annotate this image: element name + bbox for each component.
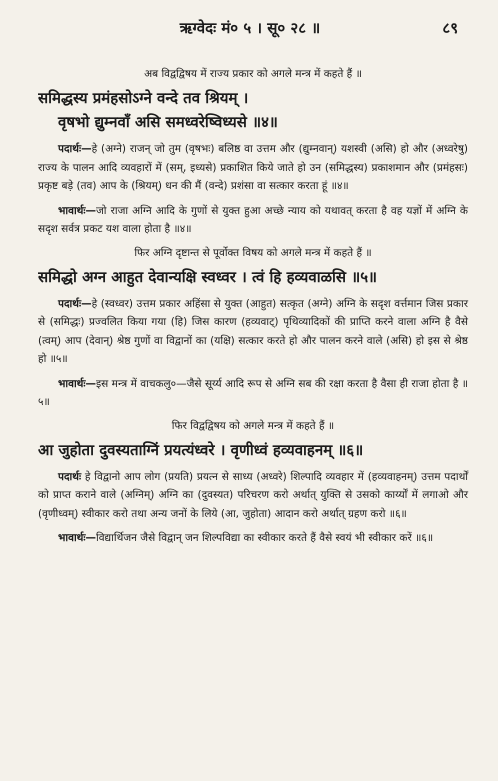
bhavartha-paragraph <box>38 375 468 412</box>
section-intro: अब विद्वद्विषय में राज्य प्रकार को अगले मन्त्र में कहते हैं ॥ <box>144 68 362 80</box>
mantra-line: समिद्धो अग्न आहुत देवान्यक्षि स्वध्वर । त्वं हि हव्यवाळसि ॥५॥ <box>38 267 378 286</box>
page-content <box>38 66 468 548</box>
bhavartha-paragraph <box>38 202 468 239</box>
padartha-label: पदार्थः— <box>58 143 92 155</box>
bhavartha-label: भावार्थः— <box>58 204 96 217</box>
page-header <box>0 18 498 44</box>
mantra-line: वृषभो द्युम्नवाँ असि समध्वरेष्विध्यसे ॥४॥ <box>58 113 278 131</box>
padartha-label: पदार्थः <box>58 470 82 483</box>
mantra-line: समिद्धस्य प्रमंहसोऽग्ने वन्दे तव श्रियम् । <box>38 89 249 107</box>
bhavartha-text: जो राजा अग्नि आदि के गुणों से युक्त हुआ अच्छे न्याय को यथावत् करता है वह यज्ञों में अग्नि के सदृश सर्वत्र प्रकट यश वाला होता है ॥४॥ <box>38 204 468 235</box>
padartha-paragraph <box>38 295 468 369</box>
padartha-text: हे विद्वानो आप लोग (प्रयति) प्रयत्न से साध्य (अध्वरे) शिल्पादि व्यवहार में (हव्यवाहनम्) उत्तम पदार्थों को प्राप्त कराने वाले (अग्निम्) अग्नि का (दुवस्यत) परिचरण करो अर्थात् युक्ति से उसको कार्य्यों में लगाओ और (वृणीध्वम्) स्वीकार करो तथा अन्य जनों के लिये (आ, जुहोता) आदान करो अर्थात् ग्रहण करो ॥६॥ <box>38 470 468 520</box>
padartha-text: हे (स्वध्वर) उत्तम प्रकार अहिंसा से युक्त (आहुत) सत्कृत (अग्ने) अग्नि के सदृश वर्त्तमान जिस प्रकार से (समिद्धः) प्रज्वलित किया गया (हि) जिस कारण (हव्यवाट्) पृथिव्यादिकों की प्राप्ति करने वाला अग्नि है वैसे (त्वम्) आप (देवान्) श्रेष्ठ गुणों वा विद्वानों का (यक्षि) सत्कार करते हो और पालन करने वाले (असि) हो इस से श्रेष्ठ हो ॥५॥ <box>38 297 468 365</box>
section-intro: फिर विद्वद्विषय को अगले मन्त्र में कहते हैं ॥ <box>171 419 335 432</box>
padartha-paragraph <box>38 140 468 196</box>
bhavartha-text: इस मन्त्र में वाचकलु०—जैसे सूर्य्य आदि रूप से अग्नि सब की रक्षा करता है वैसा ही राजा होता है ॥५॥ <box>38 377 468 408</box>
mantra-section-6 <box>38 418 468 548</box>
bhavartha-label: भावार्थः— <box>58 377 96 390</box>
mantra-section-4 <box>38 66 468 239</box>
page-number: ८९ <box>442 19 458 37</box>
mantra-line: आ जुहोता दुवस्यताग्निं प्रयत्यंध्वरे । वृणीध्वं हव्यवाहनम् ॥६॥ <box>38 440 364 459</box>
section-intro: फिर अग्नि दृष्टान्त से पूर्वोक्त विषय को अगले मन्त्र में कहते हैं ॥ <box>134 246 372 259</box>
running-head: ऋग्वेदः मं० ५ । सू० २८ ॥ <box>179 19 321 37</box>
mantra-section-5 <box>38 245 468 412</box>
padartha-label: पदार्थः— <box>58 297 92 310</box>
padartha-paragraph <box>38 468 468 524</box>
bhavartha-label: भावार्थः— <box>58 532 96 544</box>
bhavartha-text: विद्यार्थिजन जैसे विद्वान् जन शिल्पविद्या का स्वीकार करते हैं वैसे स्वयं भी स्वीकार करें ॥६॥ <box>96 532 434 544</box>
bhavartha-paragraph <box>38 529 468 548</box>
padartha-text: हे (अग्ने) राजन् जो तुम (वृषभः) बलिष्ठ वा उत्तम और (द्युम्नवान्) यशस्वी (असि) हो और (अध्वरेषु) राज्य के पालन आदि व्यवहारों में (सम्, इध्यसे) प्रकाशित किये जाते हो उन (समिद्धस्य) प्रकाशमान और (प्रमंहसः) प्रकृष्ट बड़े (तव) आप के (श्रियम्) धन की मैं (वन्दे) प्रशंसा वा सत्कार करता हूं ॥४॥ <box>38 143 468 192</box>
